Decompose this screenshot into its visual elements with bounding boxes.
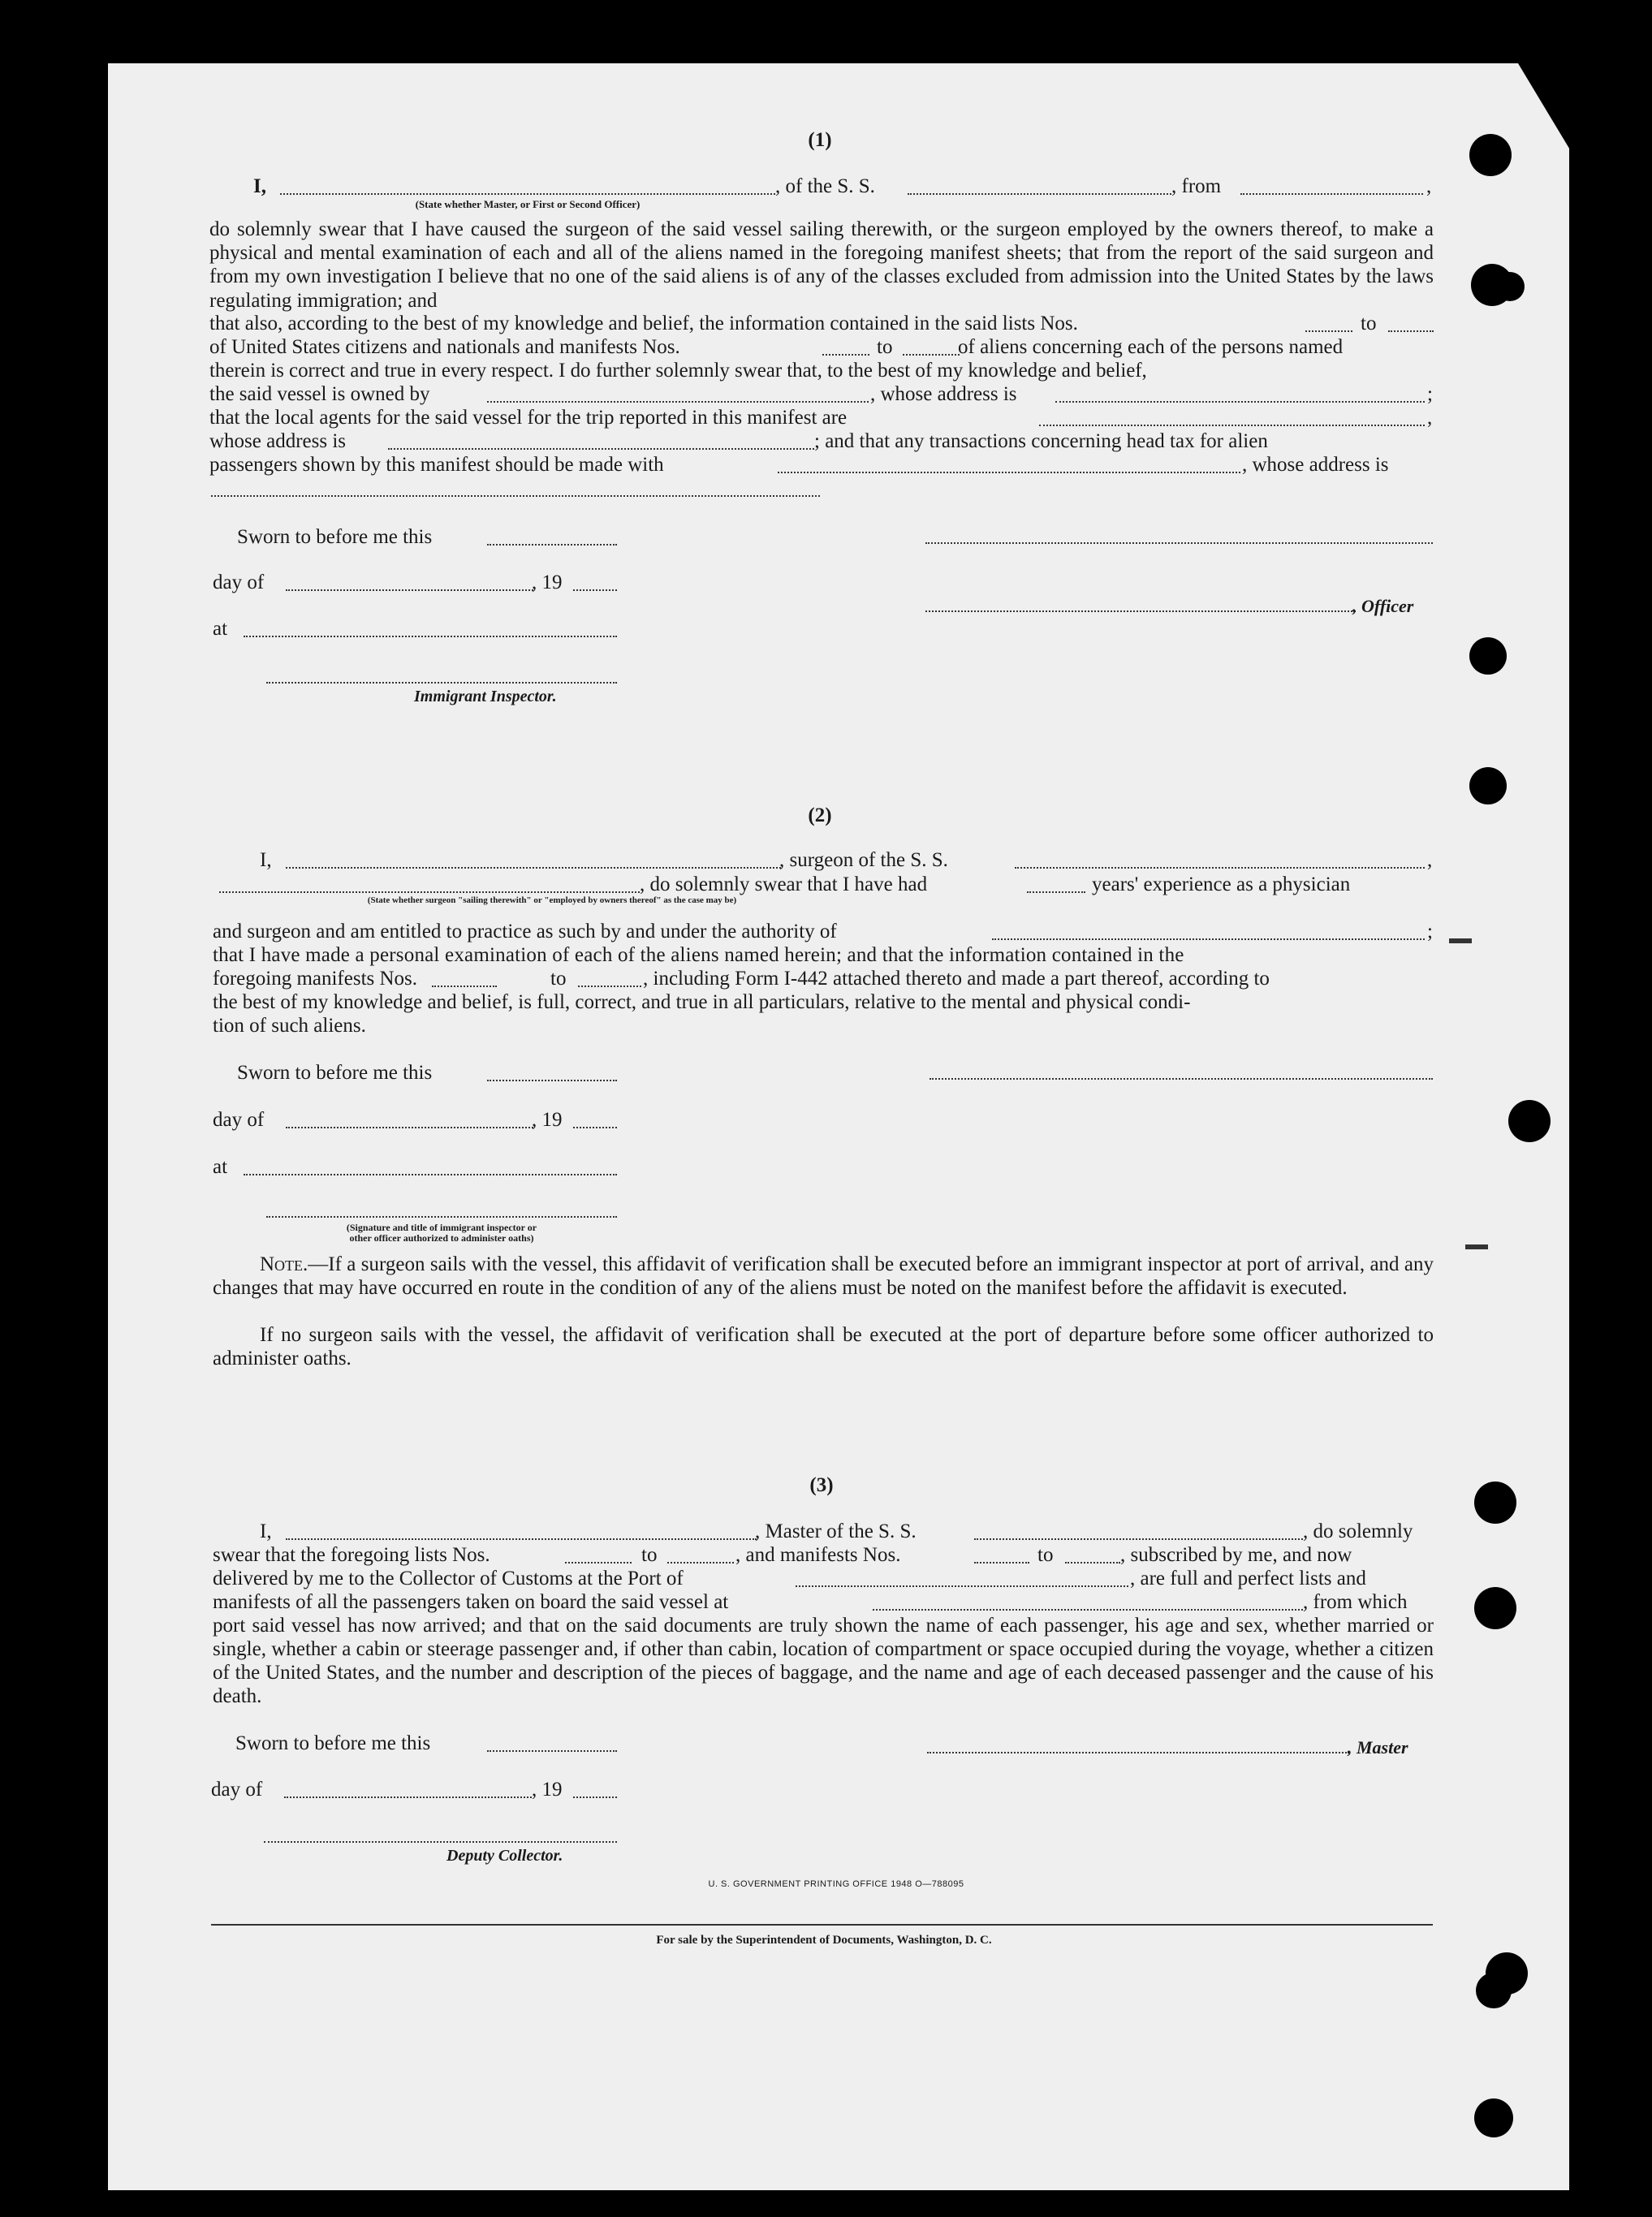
s3-day-of: day of: [211, 1779, 263, 1801]
s1-lists-from-field[interactable]: [1305, 330, 1352, 332]
s3-paragraph: port said vessel has now arrived; and that on the said documents are truly shown the name of each passenger, his age and sex, whether married or single, whether a cabin or steerage passenger and, if other than cabin, location of compartment or space occupied during the voyage, whether a citizen of the United States, and the number and description of the pieces of baggage, and the name and age of each deceased passenger and the cause of his death.: [213, 1615, 1434, 1707]
punch-hole: [1495, 272, 1525, 301]
s1-passengers: passengers shown by this manifest should be made with: [209, 454, 664, 476]
s1-agents-address-field[interactable]: [388, 448, 814, 450]
s2-at: at: [213, 1156, 228, 1178]
s1-inspector-label: Immigrant Inspector.: [414, 688, 557, 705]
s2-authority-field[interactable]: [992, 938, 1425, 940]
s3-sworn-day-field[interactable]: [487, 1750, 617, 1752]
s3-manifests-line: manifests of all the passengers taken on board the said vessel at: [213, 1591, 729, 1613]
s3-from: , from which: [1303, 1591, 1408, 1613]
s2-note-2: If no surgeon sails with the vessel, the affidavit of verification shall be executed at the port of departure before some officer authorized to administer oaths.: [213, 1324, 1434, 1369]
mark: [1449, 938, 1472, 943]
s1-officer-signature-field[interactable]: [925, 542, 1433, 544]
punch-hole: [1474, 1587, 1516, 1629]
s1-agents-field[interactable]: [1039, 425, 1425, 426]
s2-capacity-field[interactable]: [219, 891, 640, 893]
s1-us-end: of aliens concerning each of the persons named: [958, 336, 1344, 358]
s1-agents-comma: ,: [1427, 407, 1433, 429]
s2-surgeon-name-field[interactable]: [286, 867, 781, 869]
s3-master-label: , Master: [1348, 1737, 1408, 1758]
footer-rule: [211, 1924, 1433, 1926]
s1-at: at: [213, 618, 228, 640]
s2-i: I,: [260, 849, 272, 871]
s2-sig-caption-1: (Signature and title of immigrant inspector or: [346, 1222, 537, 1233]
s2-exam: that I have made a personal examination of each of the aliens named herein; and that the information contained in the: [213, 944, 1184, 966]
s1-from: , from: [1171, 175, 1222, 197]
punch-hole: [1469, 767, 1507, 804]
s1-comma: ,: [1426, 175, 1432, 197]
s2-swear: , do solemnly swear that I have had: [640, 873, 928, 895]
s2-form: , including Form I-442 attached thereto and made a part thereof, according to: [643, 968, 1270, 990]
s3-delivered: delivered by me to the Collector of Customs at the Port of: [213, 1568, 684, 1589]
s2-manifest-from-field[interactable]: [432, 986, 497, 987]
punch-hole: [1469, 134, 1512, 176]
s3-full: , are full and perfect lists and: [1130, 1568, 1366, 1589]
punch-hole: [1469, 637, 1507, 675]
s3-boarded-at-field[interactable]: [873, 1609, 1303, 1611]
s1-manifest-from-field[interactable]: [822, 354, 869, 356]
s1-head-tax: ; and that any transactions concerning head tax for alien: [814, 430, 1268, 452]
s1-sworn: Sworn to before me this: [237, 526, 433, 548]
s3-swear: swear that the foregoing lists Nos.: [213, 1544, 490, 1566]
s1-us-line: of United States citizens and nationals and manifests Nos.: [209, 336, 680, 358]
s2-best: the best of my knowledge and belief, is full, correct, and true in all particulars, relative to the mental and physical condi-: [213, 991, 1191, 1013]
s3-manifest-from-field[interactable]: [974, 1562, 1029, 1564]
s2-authority: and surgeon and am entitled to practice as such by and under the authority of: [213, 921, 837, 942]
s3-sworn: Sworn to before me this: [235, 1732, 431, 1754]
s1-month-field[interactable]: [286, 589, 533, 591]
s1-manifest-to-field[interactable]: [903, 354, 960, 356]
s2-year-field[interactable]: [573, 1127, 617, 1128]
s1-officer-name-field[interactable]: [925, 610, 1356, 612]
s2-foregoing: foregoing manifests Nos.: [213, 968, 418, 990]
s2-note-label: Note.: [260, 1253, 308, 1275]
s2-surgeon-of: , surgeon of the S. S.: [779, 849, 948, 871]
s1-inspector-signature-field[interactable]: [266, 682, 617, 684]
s2-19: , 19: [532, 1109, 563, 1131]
gpo-imprint: U. S. GOVERNMENT PRINTING OFFICE 1948 O—788095: [708, 1879, 964, 1889]
s2-sig-caption-2: other officer authorized to administer oaths): [349, 1232, 534, 1244]
s1-owner-field[interactable]: [487, 401, 869, 403]
s1-us-to: to: [877, 336, 893, 358]
s2-to: to: [550, 968, 567, 990]
punch-hole: [1508, 1100, 1551, 1142]
s3-master-signature-field[interactable]: [927, 1752, 1349, 1753]
s1-vessel-field[interactable]: [908, 193, 1171, 195]
s3-subscribed: , subscribed by me, and now: [1120, 1544, 1352, 1566]
s1-place-field[interactable]: [244, 636, 617, 637]
s1-agents: that the local agents for the said vessel for the trip reported in this manifest are: [209, 407, 848, 429]
s1-head-tax-field[interactable]: [778, 472, 1240, 473]
s1-oath-paragraph: do solemnly swear that I have caused the surgeon of the said vessel sailing therewith, or the surgeon employed by the owners thereof, to make a physical and mental examination of each and all of the aliens named in the foregoing manifest sheets; that from the report of the said surgeon and from my own investigation I believe that no one of the said aliens is of any of the classes excluded from admission into the United States by the laws regulating immigration; and: [209, 218, 1434, 312]
s2-month-field[interactable]: [286, 1127, 533, 1128]
s3-19: , 19: [532, 1779, 563, 1801]
section-3-number: (3): [809, 1474, 834, 1496]
s3-master-name-field[interactable]: [286, 1538, 757, 1540]
s3-lists-to-field[interactable]: [667, 1562, 734, 1564]
s1-pass-addr: , whose address is: [1242, 454, 1389, 476]
s3-solemnly: , do solemnly: [1303, 1520, 1413, 1542]
s1-i: I,: [253, 175, 266, 197]
s2-place-field[interactable]: [244, 1174, 617, 1175]
s3-month-field[interactable]: [284, 1796, 532, 1798]
s3-i: I,: [260, 1520, 272, 1542]
s3-lists-from-field[interactable]: [565, 1562, 632, 1564]
s1-therein: therein is correct and true in every respect. I do further solemnly swear that, to the best of my knowledge and belief,: [209, 360, 1147, 382]
s1-officer-label: , Officer: [1352, 596, 1414, 616]
s1-lists-to-field[interactable]: [1388, 330, 1434, 332]
s3-year-field[interactable]: [573, 1796, 617, 1798]
s1-whose: whose address is: [209, 430, 347, 452]
s2-years-field[interactable]: [1027, 891, 1085, 893]
s2-manifest-to-field[interactable]: [578, 986, 641, 987]
s2-sworn: Sworn to before me this: [237, 1062, 433, 1084]
punch-hole: [1476, 1973, 1512, 2008]
s3-port-field[interactable]: [796, 1585, 1128, 1587]
s1-lists-line: that also, according to the best of my knowledge and belief, the information contained in the said lists Nos.: [209, 313, 1078, 334]
s1-caption: (State whether Master, or First or Second Officer): [415, 198, 641, 210]
s1-owned: the said vessel is owned by: [209, 383, 430, 405]
s1-from-field[interactable]: [1240, 193, 1423, 195]
punch-hole: [1474, 1482, 1516, 1524]
s1-head-tax-address-field[interactable]: [211, 495, 820, 497]
s3-master-of: , Master of the S. S.: [755, 1520, 917, 1542]
section-1-number: (1): [808, 129, 832, 151]
s1-owned-addr: , whose address is: [870, 383, 1017, 405]
s1-19: , 19: [532, 572, 563, 593]
s2-caption: (State whether surgeon "sailing therewith" or "employed by owners thereof" as the case may be): [367, 895, 737, 905]
s1-semi: ;: [1427, 383, 1433, 405]
s1-of-ss: , of the S. S.: [775, 175, 875, 197]
punch-hole: [1474, 2098, 1513, 2137]
s2-comma: ,: [1427, 849, 1433, 871]
s3-to2: to: [1037, 1544, 1054, 1566]
s2-authority-end: ;: [1427, 921, 1433, 942]
s2-surgeon-signature-field[interactable]: [930, 1078, 1433, 1080]
s2-vessel-field[interactable]: [1015, 867, 1425, 869]
s1-to: to: [1361, 313, 1377, 334]
s2-note-1: [213, 1253, 1434, 1300]
s2-note-1-text: —If a surgeon sails with the vessel, this affidavit of verification shall be executed before an immigrant inspector at port of arrival, and any changes that may have occurred en route in the condition of any of the aliens must be noted on the manifest before the affidavit is executed.: [213, 1253, 1434, 1299]
s3-manifest-to-field[interactable]: [1065, 1562, 1120, 1564]
s3-manifests: , and manifests Nos.: [735, 1544, 901, 1566]
section-2-number: (2): [808, 804, 832, 826]
s3-vessel-field[interactable]: [974, 1538, 1303, 1540]
s1-owner-address-field[interactable]: [1055, 401, 1425, 403]
s3-deputy-label: Deputy Collector.: [446, 1847, 563, 1865]
s3-deputy-signature-field[interactable]: [264, 1841, 617, 1843]
s3-to: to: [641, 1544, 658, 1566]
s1-year-field[interactable]: [573, 589, 617, 591]
s2-day-of: day of: [213, 1109, 265, 1131]
sale-notice: For sale by the Superintendent of Documents, Washington, D. C.: [656, 1934, 992, 1947]
s1-officer-rank-field[interactable]: [280, 193, 775, 195]
s2-sworn-day-field[interactable]: [487, 1080, 617, 1081]
s2-such: tion of such aliens.: [213, 1015, 366, 1037]
s1-day-of: day of: [213, 572, 265, 593]
s2-years: years' experience as a physician: [1092, 873, 1351, 895]
mark: [1465, 1244, 1488, 1249]
s1-sworn-day-field[interactable]: [487, 544, 617, 546]
s2-inspector-signature-field[interactable]: [266, 1216, 617, 1218]
